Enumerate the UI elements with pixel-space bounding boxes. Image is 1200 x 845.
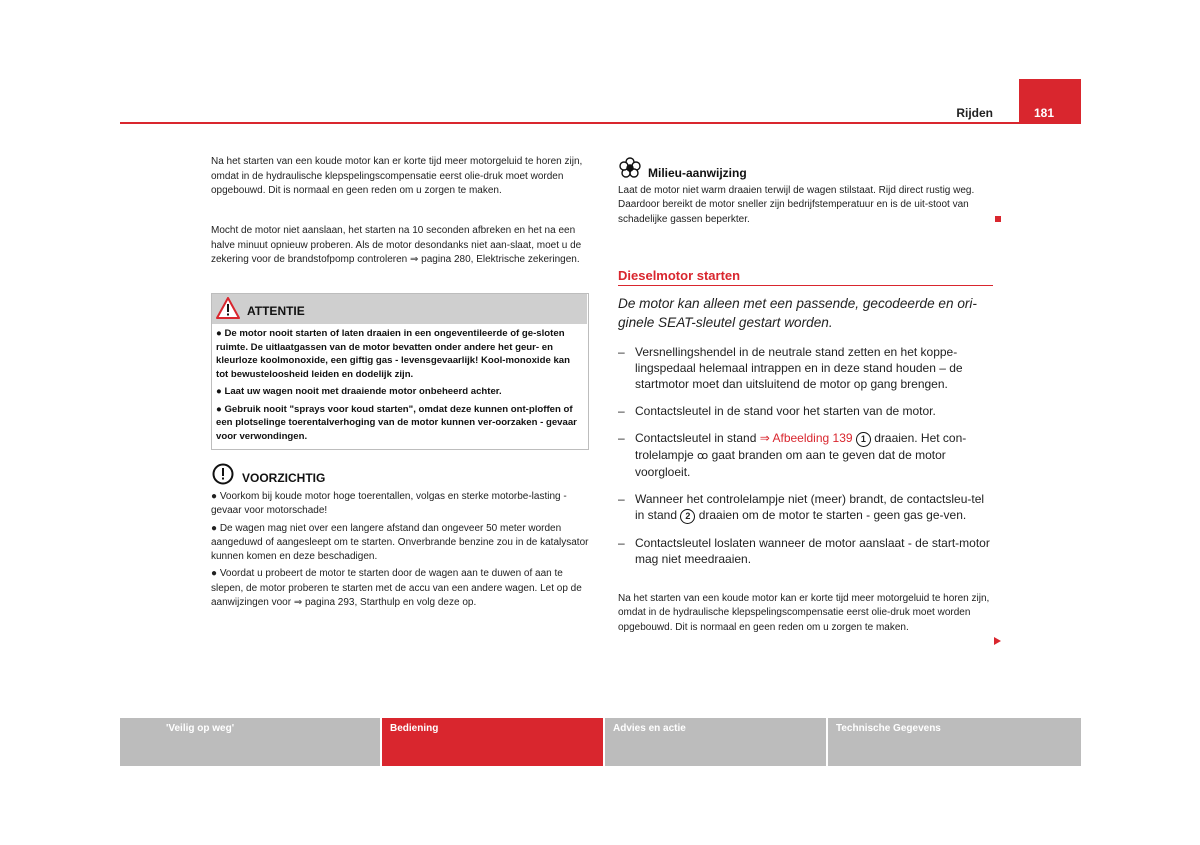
- list-item: [618, 344, 994, 392]
- step-text: Contactsleutel loslaten wanneer de motor aanslaat - de start-motor mag niet meedraaien.: [635, 536, 990, 566]
- section-title: Rijden: [956, 106, 993, 120]
- glow-plug-icon: ꝏ: [697, 450, 709, 462]
- footer-tab-advies-en-actie[interactable]: Advies en actie: [605, 718, 826, 766]
- attention-title: ATTENTIE: [247, 304, 305, 318]
- attention-item: ● De motor nooit starten of laten draaien in een ongeventileerde of ge-sloten ruimte. De uitlaatgassen van de motor bevatten onder andere het geur- en kleurloze koolmonoxide, een giftig gas - levensgevaarlijk! Kool-monoxide kan tot bewusteloosheid leiden en dodelijk zijn.: [216, 328, 570, 380]
- footer-tab-veilig-op-weg[interactable]: 'Veilig op weg': [120, 718, 380, 766]
- caution-item: ● De wagen mag niet over een langere afstand dan ongeveer 50 meter worden aangeduwd of aangesleept om te starten. Onverbrande benzine zou in de katalysator kunnen komen en deze beschadigen.: [211, 522, 589, 563]
- dash-bullet: –: [618, 345, 625, 359]
- paragraph-no-start: Mocht de motor niet aanslaan, het starten na 10 seconden afbreken en het na een halve minuut opnieuw proberen. Als de motor desondanks niet aan-slaat, moet u de zekering voor de brandstofpomp controleren ⇒ pagina 280, Elektrische zekeringen.: [211, 225, 582, 265]
- environment-note-body: Laat de motor niet warm draaien terwijl de wagen stilstaat. Rijd direct rustig weg. Daardoor bereikt de motor sneller zijn bedrijfstemperatuur en is de uit-stoot van schadelijke gassen beperkter.: [618, 185, 975, 225]
- attention-item: ● Laat uw wagen nooit met draaiende motor onbeheerd achter.: [216, 386, 502, 397]
- dash-bullet: –: [618, 492, 625, 506]
- step-text: Wanneer het controlelampje niet (meer) brandt, de contactsleu-tel in stand: [635, 492, 985, 522]
- header-rule: [120, 122, 1022, 124]
- page-number: 181: [1033, 106, 1055, 120]
- steps-list: [618, 344, 994, 578]
- list-item: [618, 403, 994, 419]
- position-1-badge: 1: [856, 432, 871, 447]
- end-square-icon: [995, 216, 1001, 222]
- list-item: [618, 535, 994, 567]
- flower-icon: [618, 157, 642, 179]
- list-item: [618, 430, 994, 480]
- dash-bullet: –: [618, 431, 625, 445]
- caution-item: ● Voordat u probeert de motor te starten door de wagen aan te duwen of aan te slepen, de motor proberen te starten met de accu van een andere wagen. Let op de aanwijzingen voor ⇒ pagina 293, Starthulp en volg deze op.: [211, 568, 582, 609]
- dash-bullet: –: [618, 404, 625, 418]
- paragraph-final: Na het starten van een koude motor kan er korte tijd meer motorgeluid te horen zijn, omdat in de hydraulische klepspelingscompensatie eerst olie-druk moet worden opgebouwd. Dit is normaal en geen reden om u zorgen te maken.: [618, 593, 990, 633]
- section-heading: Dieselmotor starten: [618, 268, 741, 283]
- figure-link[interactable]: ⇒ Afbeelding 139: [759, 431, 853, 445]
- attention-item: ● Gebruik nooit "sprays voor koud starten", omdat deze kunnen ont-ploffen of een plotselinge toerentalverhoging van de motor kunnen ver-oorzaken - gevaar voor verwondingen.: [216, 403, 577, 442]
- caution-item: ● Voorkom bij koude motor hoge toerentallen, volgas en sterke motorbe-lasting - gevaar voor motorschade!: [211, 491, 567, 517]
- attention-list: [216, 327, 580, 447]
- warning-triangle-icon: [216, 297, 240, 319]
- position-2-badge: 2: [680, 509, 695, 524]
- exclamation-circle-icon: [212, 463, 234, 485]
- step-text: draaien. Het con-trolelampje: [635, 431, 967, 462]
- footer-tab-technische-gegevens[interactable]: Technische Gegevens: [828, 718, 1081, 766]
- step-text: gaat branden om aan te geven dat de motor voorgloeit.: [635, 448, 946, 479]
- environment-note-title: Milieu-aanwijzing: [648, 166, 747, 180]
- step-text: Contactsleutel in de stand voor het starten van de motor.: [635, 404, 936, 418]
- footer-tab-bediening[interactable]: Bediening: [382, 718, 603, 766]
- caution-list: [211, 490, 589, 613]
- intro-text: De motor kan alleen met een passende, gecodeerde en ori-ginele SEAT-sleutel gestart worden.: [618, 296, 977, 330]
- dash-bullet: –: [618, 536, 625, 550]
- step-text: Versnellingshendel in de neutrale stand zetten en het koppe-lingspedaal helemaal intrappen en in deze stand houden – de startmotor moet dan uitsluitend de motor op gang brengen.: [635, 345, 963, 391]
- list-item: [618, 491, 994, 524]
- caution-title: VOORZICHTIG: [242, 471, 326, 485]
- step-text: draaien om de motor te starten - geen gas ge-ven.: [695, 508, 967, 522]
- step-text: Contactsleutel in stand: [635, 431, 760, 445]
- continue-arrow-icon: [994, 637, 1001, 645]
- paragraph-cold-start: Na het starten van een koude motor kan er korte tijd meer motorgeluid te horen zijn, omdat in de hydraulische klepspelingscompensatie eerst olie-druk moet worden opgebouwd. Dit is normaal en geen reden om u zorgen te maken.: [211, 156, 583, 196]
- section-heading-rule: [618, 285, 993, 286]
